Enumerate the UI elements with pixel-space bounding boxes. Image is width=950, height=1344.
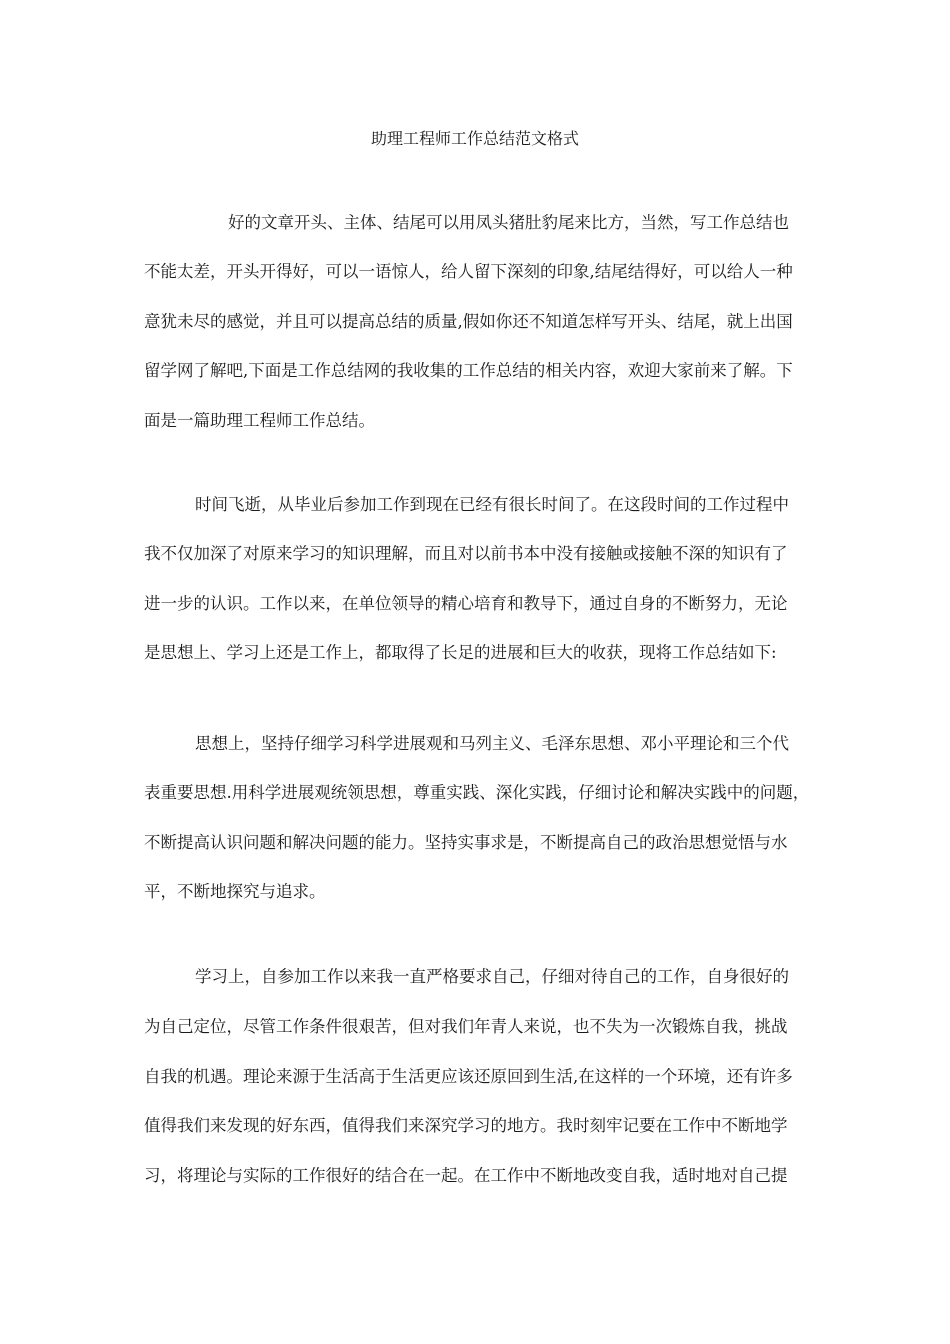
paragraph-2-line-4: 是思想上、学习上还是工作上，都取得了长足的进展和巨大的收获，现将工作总结如下:: [144, 643, 777, 662]
paragraph-4-line-2: 为自己定位，尽管工作条件很艰苦，但对我们年青人来说，也不失为一次锻炼自我，挑战: [144, 1017, 788, 1036]
paragraph-1-line-3: 意犹未尽的感觉，并且可以提高总结的质量,假如你还不知道怎样写开头、结尾，就上出国: [144, 312, 793, 331]
paragraph-4-line-3: 自我的机遇。理论来源于生活高于生活更应该还原回到生活,在这样的一个环境，还有许多: [144, 1067, 793, 1086]
paragraph-2-line-2: 我不仅加深了对原来学习的知识理解，而且对以前书本中没有接触或接触不深的知识有了: [144, 544, 788, 563]
paragraph-3-line-2: 表重要思想.用科学进展观统领思想，尊重实践、深化实践，仔细讨论和解决实践中的问题，: [144, 783, 810, 802]
paragraph-4-line-1: 学习上，自参加工作以来我一直严格要求自己，仔细对待自己的工作，自身很好的: [195, 967, 789, 986]
paragraph-1-line-5: 面是一篇助理工程师工作总结。: [144, 411, 375, 430]
paragraph-3-line-3: 不断提高认识问题和解决问题的能力。坚持实事求是，不断提高自己的政治思想觉悟与水: [144, 833, 788, 852]
document-title: 助理工程师工作总结范文格式: [370, 129, 579, 148]
paragraph-1-line-1: 好的文章开头、主体、结尾可以用凤头猪肚豹尾来比方，当然，写工作总结也: [228, 213, 789, 232]
paragraph-3-line-1: 思想上，坚持仔细学习科学进展观和马列主义、毛泽东思想、邓小平理论和三个代: [195, 734, 789, 753]
paragraph-4-line-5: 习，将理论与实际的工作很好的结合在一起。在工作中不断地改变自我，适时地对自己提: [144, 1166, 788, 1185]
paragraph-2-line-3: 进一步的认识。工作以来，在单位领导的精心培育和教导下，通过自身的不断努力，无论: [144, 594, 788, 613]
paragraph-3-line-4: 平，不断地探究与追求。: [144, 882, 326, 901]
paragraph-4-line-4: 值得我们来发现的好东西，值得我们来深究学习的地方。我时刻牢记要在工作中不断地学: [144, 1116, 788, 1135]
paragraph-1-line-4: 留学网了解吧,下面是工作总结网的我收集的工作总结的相关内容，欢迎大家前来了解。下: [144, 361, 793, 380]
paragraph-2-line-1: 时间飞逝，从毕业后参加工作到现在已经有很长时间了。在这段时间的工作过程中: [195, 495, 789, 514]
paragraph-1-line-2: 不能太差，开头开得好，可以一语惊人，给人留下深刻的印象,结尾结得好，可以给人一种: [144, 262, 793, 281]
